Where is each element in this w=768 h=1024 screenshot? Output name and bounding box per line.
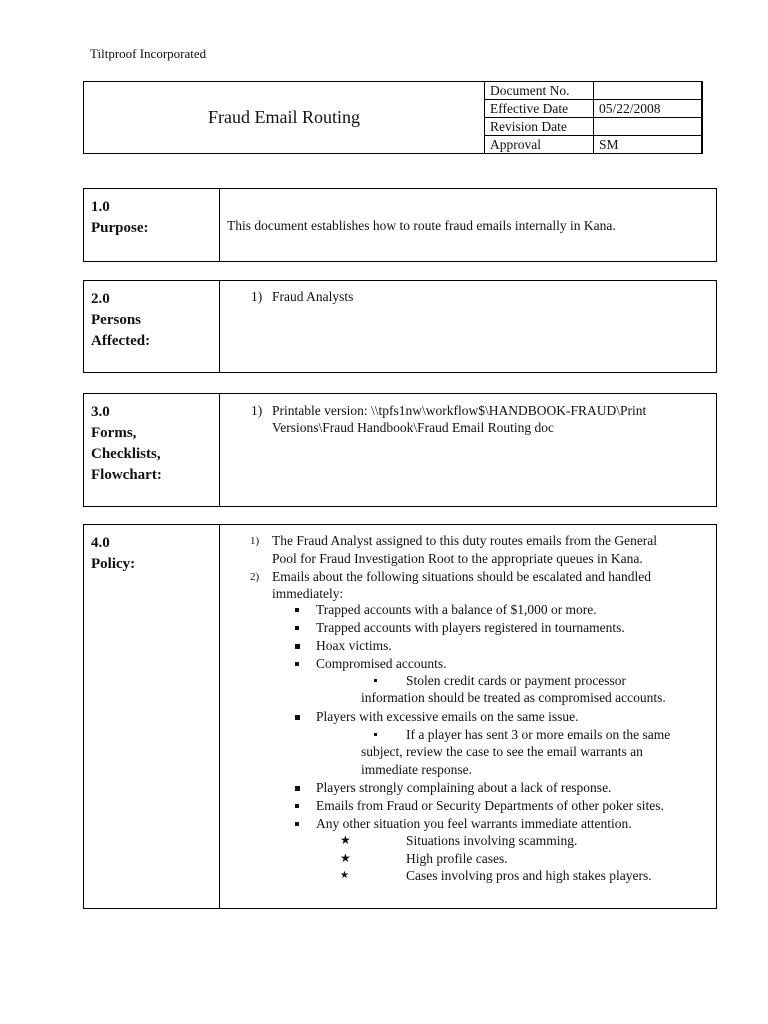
bullet-icon <box>295 662 299 666</box>
section-title: Purpose: <box>91 220 149 236</box>
document-meta-table <box>484 81 703 154</box>
policy-bullet: Players with excessive emails on the same issue. <box>316 709 579 724</box>
star-icon: ★ <box>340 870 349 881</box>
policy-bullet: Any other situation you feel warrants immediate attention. <box>316 816 632 831</box>
section-title: Affected: <box>91 333 151 349</box>
list-item-text: Printable version: \\tpfs1nw\workflow$\HANDBOOK-FRAUD\Print <box>272 403 647 418</box>
policy-bullet: Hoax victims. <box>316 638 392 653</box>
section-title: Persons <box>91 312 141 328</box>
list-item: Fraud Analysts <box>272 289 354 304</box>
list-number: 1) <box>250 535 260 547</box>
section-number: 1.0 <box>91 199 110 215</box>
meta-label: Document No. <box>485 82 594 100</box>
policy-text: Emails about the following situations should be escalated and handled <box>272 569 652 584</box>
policy-text: immediately: <box>272 586 344 601</box>
document-title: Fraud Email Routing <box>208 107 360 127</box>
company-name: Tiltproof Incorporated <box>90 46 207 61</box>
meta-value <box>594 118 703 136</box>
section-label <box>84 189 220 261</box>
section-label <box>84 394 220 506</box>
bullet-icon <box>295 608 299 612</box>
star-icon: ★ <box>340 833 351 847</box>
purpose-text: This document establishes how to route fraud emails internally in Kana. <box>227 218 616 233</box>
section-body <box>220 189 716 261</box>
section-persons-affected <box>83 280 717 373</box>
meta-label: Revision Date <box>485 118 594 136</box>
section-title: Checklists, <box>91 446 161 462</box>
section-title: Flowchart: <box>91 467 162 483</box>
section-number: 4.0 <box>91 535 110 551</box>
bullet-icon <box>295 644 300 649</box>
bullet-icon <box>295 804 299 808</box>
section-title: Forms, <box>91 425 137 441</box>
document-header <box>83 81 702 154</box>
list-number: 2) <box>250 571 260 583</box>
policy-sub-bullet: Stolen credit cards or payment processor <box>406 673 627 688</box>
section-policy <box>83 524 717 909</box>
policy-text: Pool for Fraud Investigation Root to the appropriate queues in Kana. <box>272 551 643 566</box>
policy-star-item: Situations involving scamming. <box>406 833 578 848</box>
section-label <box>84 525 220 908</box>
bullet-icon <box>295 786 300 791</box>
policy-sub-bullet: subject, review the case to see the email warrants an <box>361 744 643 759</box>
policy-star-item: Cases involving pros and high stakes players. <box>406 868 652 883</box>
meta-row-approval <box>485 136 703 154</box>
meta-value: 05/22/2008 <box>594 100 703 118</box>
section-number: 2.0 <box>91 291 110 307</box>
policy-sub-bullet: information should be treated as compromised accounts. <box>361 690 666 705</box>
policy-sub-bullet: immediate response. <box>361 762 472 777</box>
list-number: 1) <box>251 403 263 418</box>
bullet-icon <box>374 679 377 682</box>
policy-bullet: Trapped accounts with players registered in tournaments. <box>316 620 625 635</box>
list-number: 1) <box>251 289 263 304</box>
meta-value: SM <box>594 136 703 154</box>
meta-label: Effective Date <box>485 100 594 118</box>
policy-bullet: Trapped accounts with a balance of $1,000 or more. <box>316 602 597 617</box>
policy-star-item: High profile cases. <box>406 851 508 866</box>
policy-text: The Fraud Analyst assigned to this duty routes emails from the General <box>272 533 658 548</box>
meta-row-document-no <box>485 82 703 100</box>
meta-label: Approval <box>485 136 594 154</box>
meta-row-effective-date <box>485 100 703 118</box>
policy-bullet: Players strongly complaining about a lack of response. <box>316 780 612 795</box>
section-purpose <box>83 188 717 262</box>
section-body <box>220 525 716 908</box>
meta-row-revision-date <box>485 118 703 136</box>
bullet-icon <box>295 822 299 826</box>
policy-sub-bullet: If a player has sent 3 or more emails on the same <box>406 727 671 742</box>
meta-value <box>594 82 703 100</box>
section-body <box>220 281 716 372</box>
section-label <box>84 281 220 372</box>
section-body <box>220 394 716 506</box>
policy-bullet: Compromised accounts. <box>316 656 447 671</box>
star-icon: ★ <box>340 851 351 865</box>
section-forms <box>83 393 717 507</box>
bullet-icon <box>295 626 299 630</box>
section-number: 3.0 <box>91 404 110 420</box>
section-title: Policy: <box>91 556 136 572</box>
bullet-icon <box>374 733 377 736</box>
list-item-text: Versions\Fraud Handbook\Fraud Email Routing doc <box>272 420 554 435</box>
policy-bullet: Emails from Fraud or Security Departments of other poker sites. <box>316 798 664 813</box>
bullet-icon <box>295 715 300 720</box>
